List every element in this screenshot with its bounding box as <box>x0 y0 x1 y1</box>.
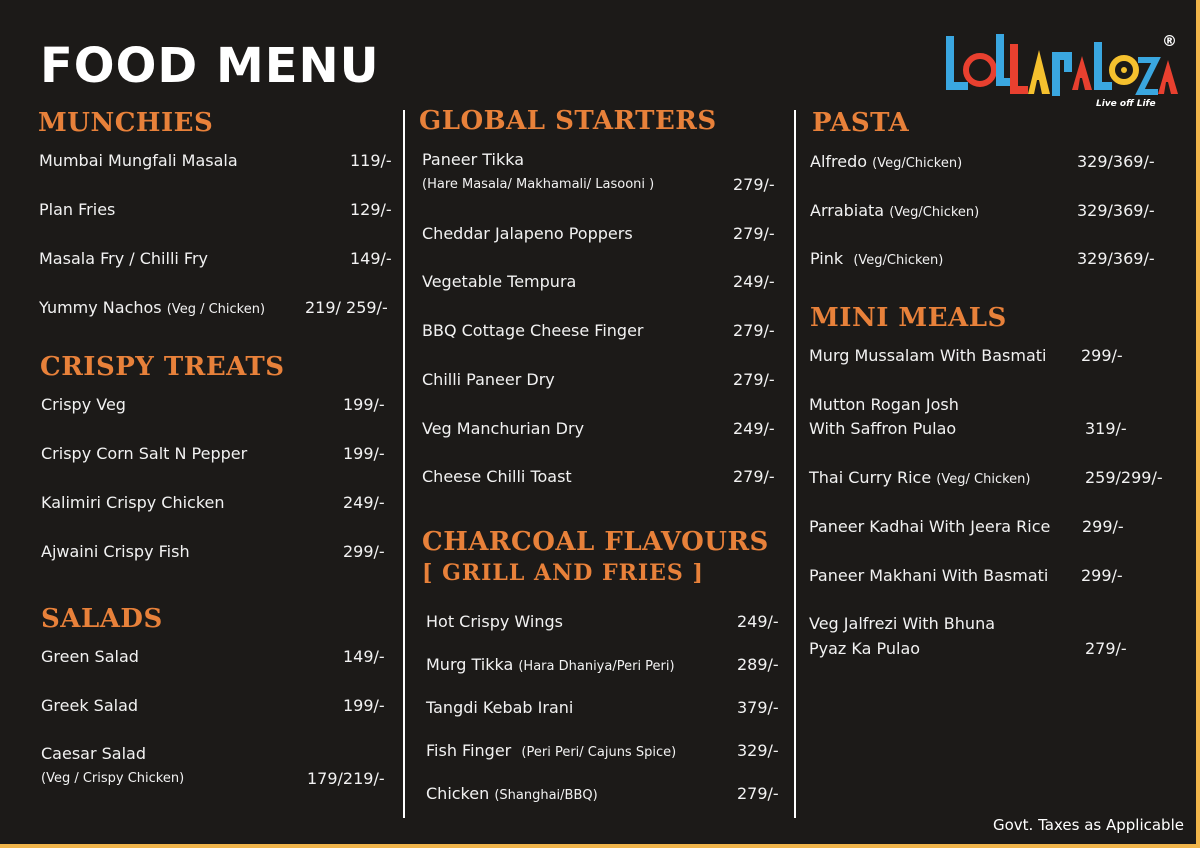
menu-item-name: Veg Jalfrezi With Bhuna <box>809 614 996 633</box>
menu-item-name: Plan Fries <box>39 200 116 219</box>
menu-item-name: Hot Crispy Wings <box>426 612 563 631</box>
menu-item-price: 279/- <box>733 321 775 340</box>
menu-item-note: (Veg/ Chicken) <box>936 472 1031 487</box>
menu-item-price: 199/- <box>343 395 385 414</box>
menu-item-price: 329/- <box>737 741 779 760</box>
menu-item-price: 199/- <box>343 696 385 715</box>
menu-item-price: 149/- <box>343 647 385 666</box>
menu-item-note: (Veg / Chicken) <box>166 302 266 317</box>
menu-item-price: 299/- <box>1082 517 1124 536</box>
menu-item-price: 119/- <box>350 151 392 170</box>
menu-item-price: 319/- <box>1085 419 1127 438</box>
section-title-munchies: MUNCHIES <box>38 108 214 138</box>
menu-item-name-line2: With Saffron Pulao <box>809 419 957 438</box>
menu-item-price: 279/- <box>733 467 775 486</box>
section-title-mini-meals: MINI MEALS <box>810 303 1007 333</box>
menu-item-note: (Hara Dhaniya/Peri Peri) <box>518 659 675 674</box>
menu-item-price: 329/369/- <box>1077 201 1155 220</box>
menu-item-name: Thai Curry Rice (Veg/ Chicken) <box>809 468 1031 487</box>
menu-item-price: 249/- <box>733 272 775 291</box>
menu-item-price: 249/- <box>737 612 779 631</box>
menu-item-price: 149/- <box>350 249 392 268</box>
menu-item-name: Cheese Chilli Toast <box>422 467 572 486</box>
column-divider-left <box>403 110 405 818</box>
menu-item-price: 279/- <box>733 224 775 243</box>
menu-item-price: 179/219/- <box>307 769 385 788</box>
column-divider-right <box>794 110 796 818</box>
menu-item-name: Greek Salad <box>41 696 139 715</box>
menu-item-name: Chicken (Shanghai/BBQ) <box>426 784 598 803</box>
menu-item-name: Paneer Kadhai With Jeera Rice <box>809 517 1051 536</box>
menu-item-name: Murg Tikka (Hara Dhaniya/Peri Peri) <box>426 655 675 674</box>
menu-item-note: (Veg/Chicken) <box>889 205 980 220</box>
menu-item-name-line2: Pyaz Ka Pulao <box>809 639 921 658</box>
menu-item-name: Ajwaini Crispy Fish <box>41 542 190 561</box>
menu-item-price: 329/369/- <box>1077 152 1155 171</box>
menu-item-name: BBQ Cottage Cheese Finger <box>422 321 644 340</box>
menu-item-name: Paneer Tikka <box>422 150 525 169</box>
menu-item-price: 299/- <box>1081 346 1123 365</box>
menu-item-price: 249/- <box>343 493 385 512</box>
menu-item-name: Alfredo (Veg/Chicken) <box>810 152 963 171</box>
page-title: FOOD MENU <box>40 38 380 94</box>
menu-item-price: 249/- <box>733 419 775 438</box>
section-title-charcoal-flavours: CHARCOAL FLAVOURS <box>422 527 769 557</box>
menu-item-price: 299/- <box>1081 566 1123 585</box>
menu-item-note: (Veg/Chicken) <box>872 156 963 171</box>
section-title-pasta: PASTA <box>812 108 910 138</box>
section-subtitle-grill-and-fries: [ GRILL AND FRIES ] <box>422 560 704 586</box>
menu-item-name: Veg Manchurian Dry <box>422 419 585 438</box>
menu-item-price: 299/- <box>343 542 385 561</box>
menu-item-name: Chilli Paneer Dry <box>422 370 555 389</box>
menu-item-name: Crispy Corn Salt N Pepper <box>41 444 248 463</box>
section-title-crispy-treats: CRISPY TREATS <box>40 352 285 382</box>
menu-item-price: 129/- <box>350 200 392 219</box>
menu-item-name: Mumbai Mungfali Masala <box>39 151 238 170</box>
menu-item-name: Crispy Veg <box>41 395 126 414</box>
section-title-global-starters: GLOBAL STARTERS <box>419 106 717 136</box>
menu-item-price: 379/- <box>737 698 779 717</box>
menu-item-price: 289/- <box>737 655 779 674</box>
menu-item-price: 219/ 259/- <box>305 298 388 317</box>
menu-item-name: Mutton Rogan Josh <box>809 395 959 414</box>
menu-item-price: 279/- <box>1085 639 1127 658</box>
section-title-salads: SALADS <box>41 604 163 634</box>
menu-item-name: Murg Mussalam With Basmati <box>809 346 1047 365</box>
menu-item-note: (Veg/Chicken) <box>853 253 944 268</box>
menu-item-price: 279/- <box>733 175 775 194</box>
menu-item-name: Vegetable Tempura <box>422 272 577 291</box>
menu-item-price: 279/- <box>733 370 775 389</box>
menu-item-note: (Peri Peri/ Cajuns Spice) <box>521 745 677 760</box>
menu-item-name: Cheddar Jalapeno Poppers <box>422 224 633 243</box>
menu-item-name: Arrabiata (Veg/Chicken) <box>810 201 980 220</box>
menu-item-price: 259/299/- <box>1085 468 1163 487</box>
menu-item-name: Fish Finger (Peri Peri/ Cajuns Spice) <box>426 741 677 760</box>
menu-item-note: (Hare Masala/ Makhamali/ Lasooni ) <box>422 177 655 192</box>
menu-item-note: (Shanghai/BBQ) <box>494 788 598 803</box>
menu-item-name: Kalimiri Crispy Chicken <box>41 493 225 512</box>
menu-item-price: 279/- <box>737 784 779 803</box>
registered-mark: ® <box>1162 32 1177 50</box>
menu-item-price: 329/369/- <box>1077 249 1155 268</box>
menu-item-note: (Veg / Crispy Chicken) <box>41 771 185 786</box>
menu-item-name: Paneer Makhani With Basmati <box>809 566 1049 585</box>
menu-item-name: Caesar Salad <box>41 744 146 763</box>
tax-note: Govt. Taxes as Applicable <box>993 816 1184 834</box>
menu-item-name: Green Salad <box>41 647 139 666</box>
menu-item-name: Pink (Veg/Chicken) <box>810 249 944 268</box>
menu-item-name: Tangdi Kebab Irani <box>426 698 574 717</box>
menu-item-name: Yummy Nachos (Veg / Chicken) <box>39 298 266 317</box>
logo-tagline: Live off Life <box>1096 99 1156 109</box>
menu-item-price: 199/- <box>343 444 385 463</box>
menu-item-name: Masala Fry / Chilli Fry <box>39 249 208 268</box>
